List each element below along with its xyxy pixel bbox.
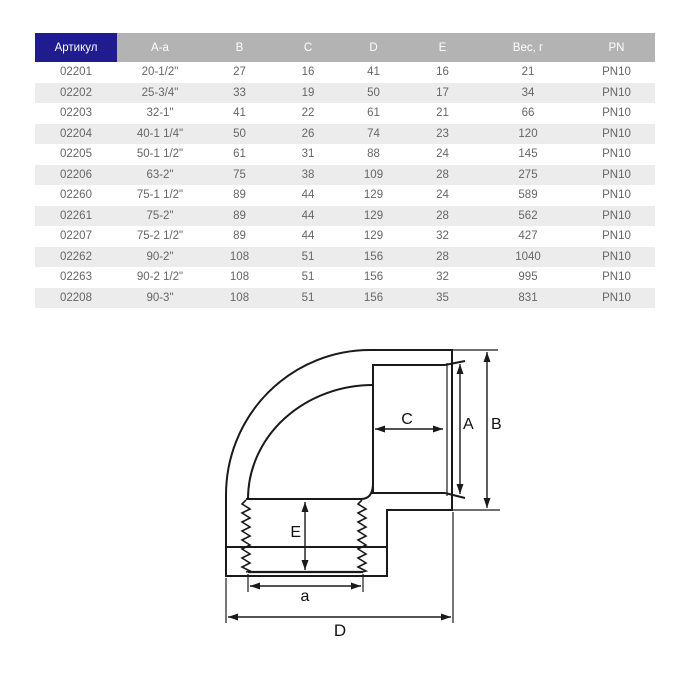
- table-cell: 02206: [35, 165, 117, 186]
- table-cell: 89: [233, 189, 246, 202]
- table-cell: 90-2 1/2": [136, 271, 184, 284]
- table-cell: 562: [478, 206, 578, 227]
- thread-profile-right: [358, 500, 366, 572]
- table-cell: 40-1 1/4": [117, 124, 203, 145]
- column-header-c: C: [276, 33, 340, 62]
- column-header-article: Артикул: [35, 33, 117, 62]
- table-cell: 21: [521, 66, 535, 79]
- table-cell: 63-2": [117, 165, 203, 186]
- table-cell: 28: [407, 247, 478, 268]
- table-cell: 17: [407, 83, 478, 104]
- table-cell: 16: [301, 66, 315, 79]
- table-cell: 75-2 1/2": [136, 230, 184, 243]
- table-row: [35, 185, 655, 206]
- table-cell: 90-2": [117, 247, 203, 268]
- header-row: [35, 33, 655, 62]
- table-cell: PN10: [602, 107, 631, 120]
- table-cell: 129: [363, 230, 384, 243]
- dim-label-a-upper: A: [463, 416, 474, 433]
- table-cell: 32: [436, 230, 449, 243]
- table-cell: 35: [407, 288, 478, 309]
- table-cell: PN10: [578, 83, 655, 104]
- table-cell: 145: [518, 148, 538, 161]
- table-cell: PN10: [602, 148, 631, 161]
- table-cell: 1040: [478, 247, 578, 268]
- table-cell: 02261: [35, 206, 117, 227]
- table-cell: 16: [436, 66, 449, 79]
- table-cell: 75-1 1/2": [136, 189, 184, 202]
- table-row: [35, 226, 655, 247]
- table-cell: 44: [276, 206, 340, 227]
- dimension-a-upper: [460, 364, 474, 494]
- table-cell: 108: [203, 288, 276, 309]
- spec-table-body: [35, 62, 655, 308]
- table-cell: 32: [436, 271, 449, 284]
- table-cell: 38: [276, 165, 340, 186]
- dim-label-b: B: [491, 416, 502, 433]
- table-row: [35, 247, 655, 268]
- table-cell: 61: [367, 107, 380, 120]
- table-row: [35, 103, 655, 124]
- table-cell: 44: [301, 189, 315, 202]
- table-cell: 50-1 1/2": [136, 148, 184, 161]
- table-row: [35, 288, 655, 309]
- column-header-weight: Вес, г: [478, 33, 578, 62]
- dimension-e: [290, 502, 305, 570]
- table-cell: 75: [203, 165, 276, 186]
- table-cell: PN10: [578, 206, 655, 227]
- table-cell: PN10: [602, 189, 631, 202]
- table-cell: 275: [478, 165, 578, 186]
- table-cell: 50: [203, 124, 276, 145]
- spec-table-header: [35, 33, 655, 62]
- dim-label-d: D: [333, 621, 347, 640]
- socket-port: [361, 361, 465, 499]
- table-cell: 44: [301, 230, 315, 243]
- table-cell: 995: [518, 271, 538, 284]
- table-cell: 427: [518, 230, 538, 243]
- table-cell: 156: [340, 247, 407, 268]
- spec-table: [35, 33, 655, 308]
- table-cell: 34: [478, 83, 578, 104]
- table-cell: 129: [340, 206, 407, 227]
- table-cell: 41: [233, 107, 246, 120]
- table-cell: 109: [340, 165, 407, 186]
- table-cell: 02204: [35, 124, 117, 145]
- table-cell: PN10: [602, 271, 631, 284]
- table-cell: 32-1": [146, 107, 174, 120]
- table-row: [35, 62, 655, 83]
- table-cell: 51: [276, 288, 340, 309]
- outer-bend-arc: [226, 350, 370, 495]
- inner-bend-arc: [248, 385, 373, 499]
- table-cell: 156: [340, 288, 407, 309]
- column-header-e: E: [407, 33, 478, 62]
- table-cell: 24: [436, 148, 449, 161]
- table-cell: 589: [518, 189, 538, 202]
- table-cell: PN10: [578, 165, 655, 186]
- table-cell: 41: [367, 66, 380, 79]
- table-cell: 23: [407, 124, 478, 145]
- table-cell: 88: [367, 148, 380, 161]
- dim-label-e: E: [290, 524, 301, 541]
- table-cell: 75-2": [117, 206, 203, 227]
- table-cell: 21: [436, 107, 449, 120]
- table-cell: 50: [340, 83, 407, 104]
- table-cell: PN10: [578, 124, 655, 145]
- table-cell: 25-3/4": [117, 83, 203, 104]
- table-row: [35, 124, 655, 145]
- table-cell: 02203: [60, 107, 92, 120]
- column-header-b: B: [203, 33, 276, 62]
- table-cell: 28: [407, 206, 478, 227]
- table-cell: 24: [436, 189, 449, 202]
- table-cell: 02260: [60, 189, 92, 202]
- column-header-a-a: А-а: [117, 33, 203, 62]
- table-cell: 66: [521, 107, 535, 120]
- table-row: [35, 144, 655, 165]
- table-cell: 27: [233, 66, 246, 79]
- table-cell: 89: [233, 230, 246, 243]
- dim-label-c: C: [401, 411, 413, 428]
- table-cell: 51: [301, 271, 315, 284]
- table-cell: 129: [363, 189, 384, 202]
- table-row: [35, 165, 655, 186]
- table-cell: PN10: [602, 230, 631, 243]
- column-header-d: D: [340, 33, 407, 62]
- table-cell: 02262: [35, 247, 117, 268]
- table-cell: 26: [276, 124, 340, 145]
- thread-profile-left: [242, 500, 250, 572]
- dim-label-a-lower: a: [300, 588, 310, 605]
- table-cell: 89: [203, 206, 276, 227]
- elbow-technical-drawing: [0, 330, 700, 670]
- table-cell: 31: [301, 148, 315, 161]
- table-cell: 02207: [60, 230, 92, 243]
- table-cell: 02205: [60, 148, 92, 161]
- table-cell: 108: [229, 271, 250, 284]
- table-row: [35, 206, 655, 227]
- table-cell: PN10: [578, 288, 655, 309]
- table-cell: 156: [363, 271, 384, 284]
- table-cell: 120: [478, 124, 578, 145]
- table-cell: 831: [478, 288, 578, 309]
- table-cell: 108: [203, 247, 276, 268]
- table-cell: 22: [301, 107, 315, 120]
- column-header-pn: PN: [578, 33, 655, 62]
- table-cell: 61: [233, 148, 246, 161]
- dimension-a-lower: [248, 574, 363, 605]
- elbow-body-outline: [226, 350, 452, 576]
- table-cell: 02263: [60, 271, 92, 284]
- table-cell: 02208: [35, 288, 117, 309]
- table-cell: 02202: [35, 83, 117, 104]
- inner-corner-fillet: [361, 483, 373, 499]
- table-cell: 33: [203, 83, 276, 104]
- table-cell: 20-1/2": [141, 66, 179, 79]
- table-cell: 02201: [60, 66, 92, 79]
- table-cell: PN10: [602, 66, 631, 79]
- table-cell: 19: [276, 83, 340, 104]
- dimension-c: [375, 411, 443, 429]
- table-cell: 51: [276, 247, 340, 268]
- threaded-port: [226, 499, 387, 572]
- table-cell: PN10: [578, 247, 655, 268]
- table-cell: 90-3": [117, 288, 203, 309]
- table-cell: 28: [407, 165, 478, 186]
- table-cell: 74: [340, 124, 407, 145]
- table-row: [35, 83, 655, 104]
- table-row: [35, 267, 655, 288]
